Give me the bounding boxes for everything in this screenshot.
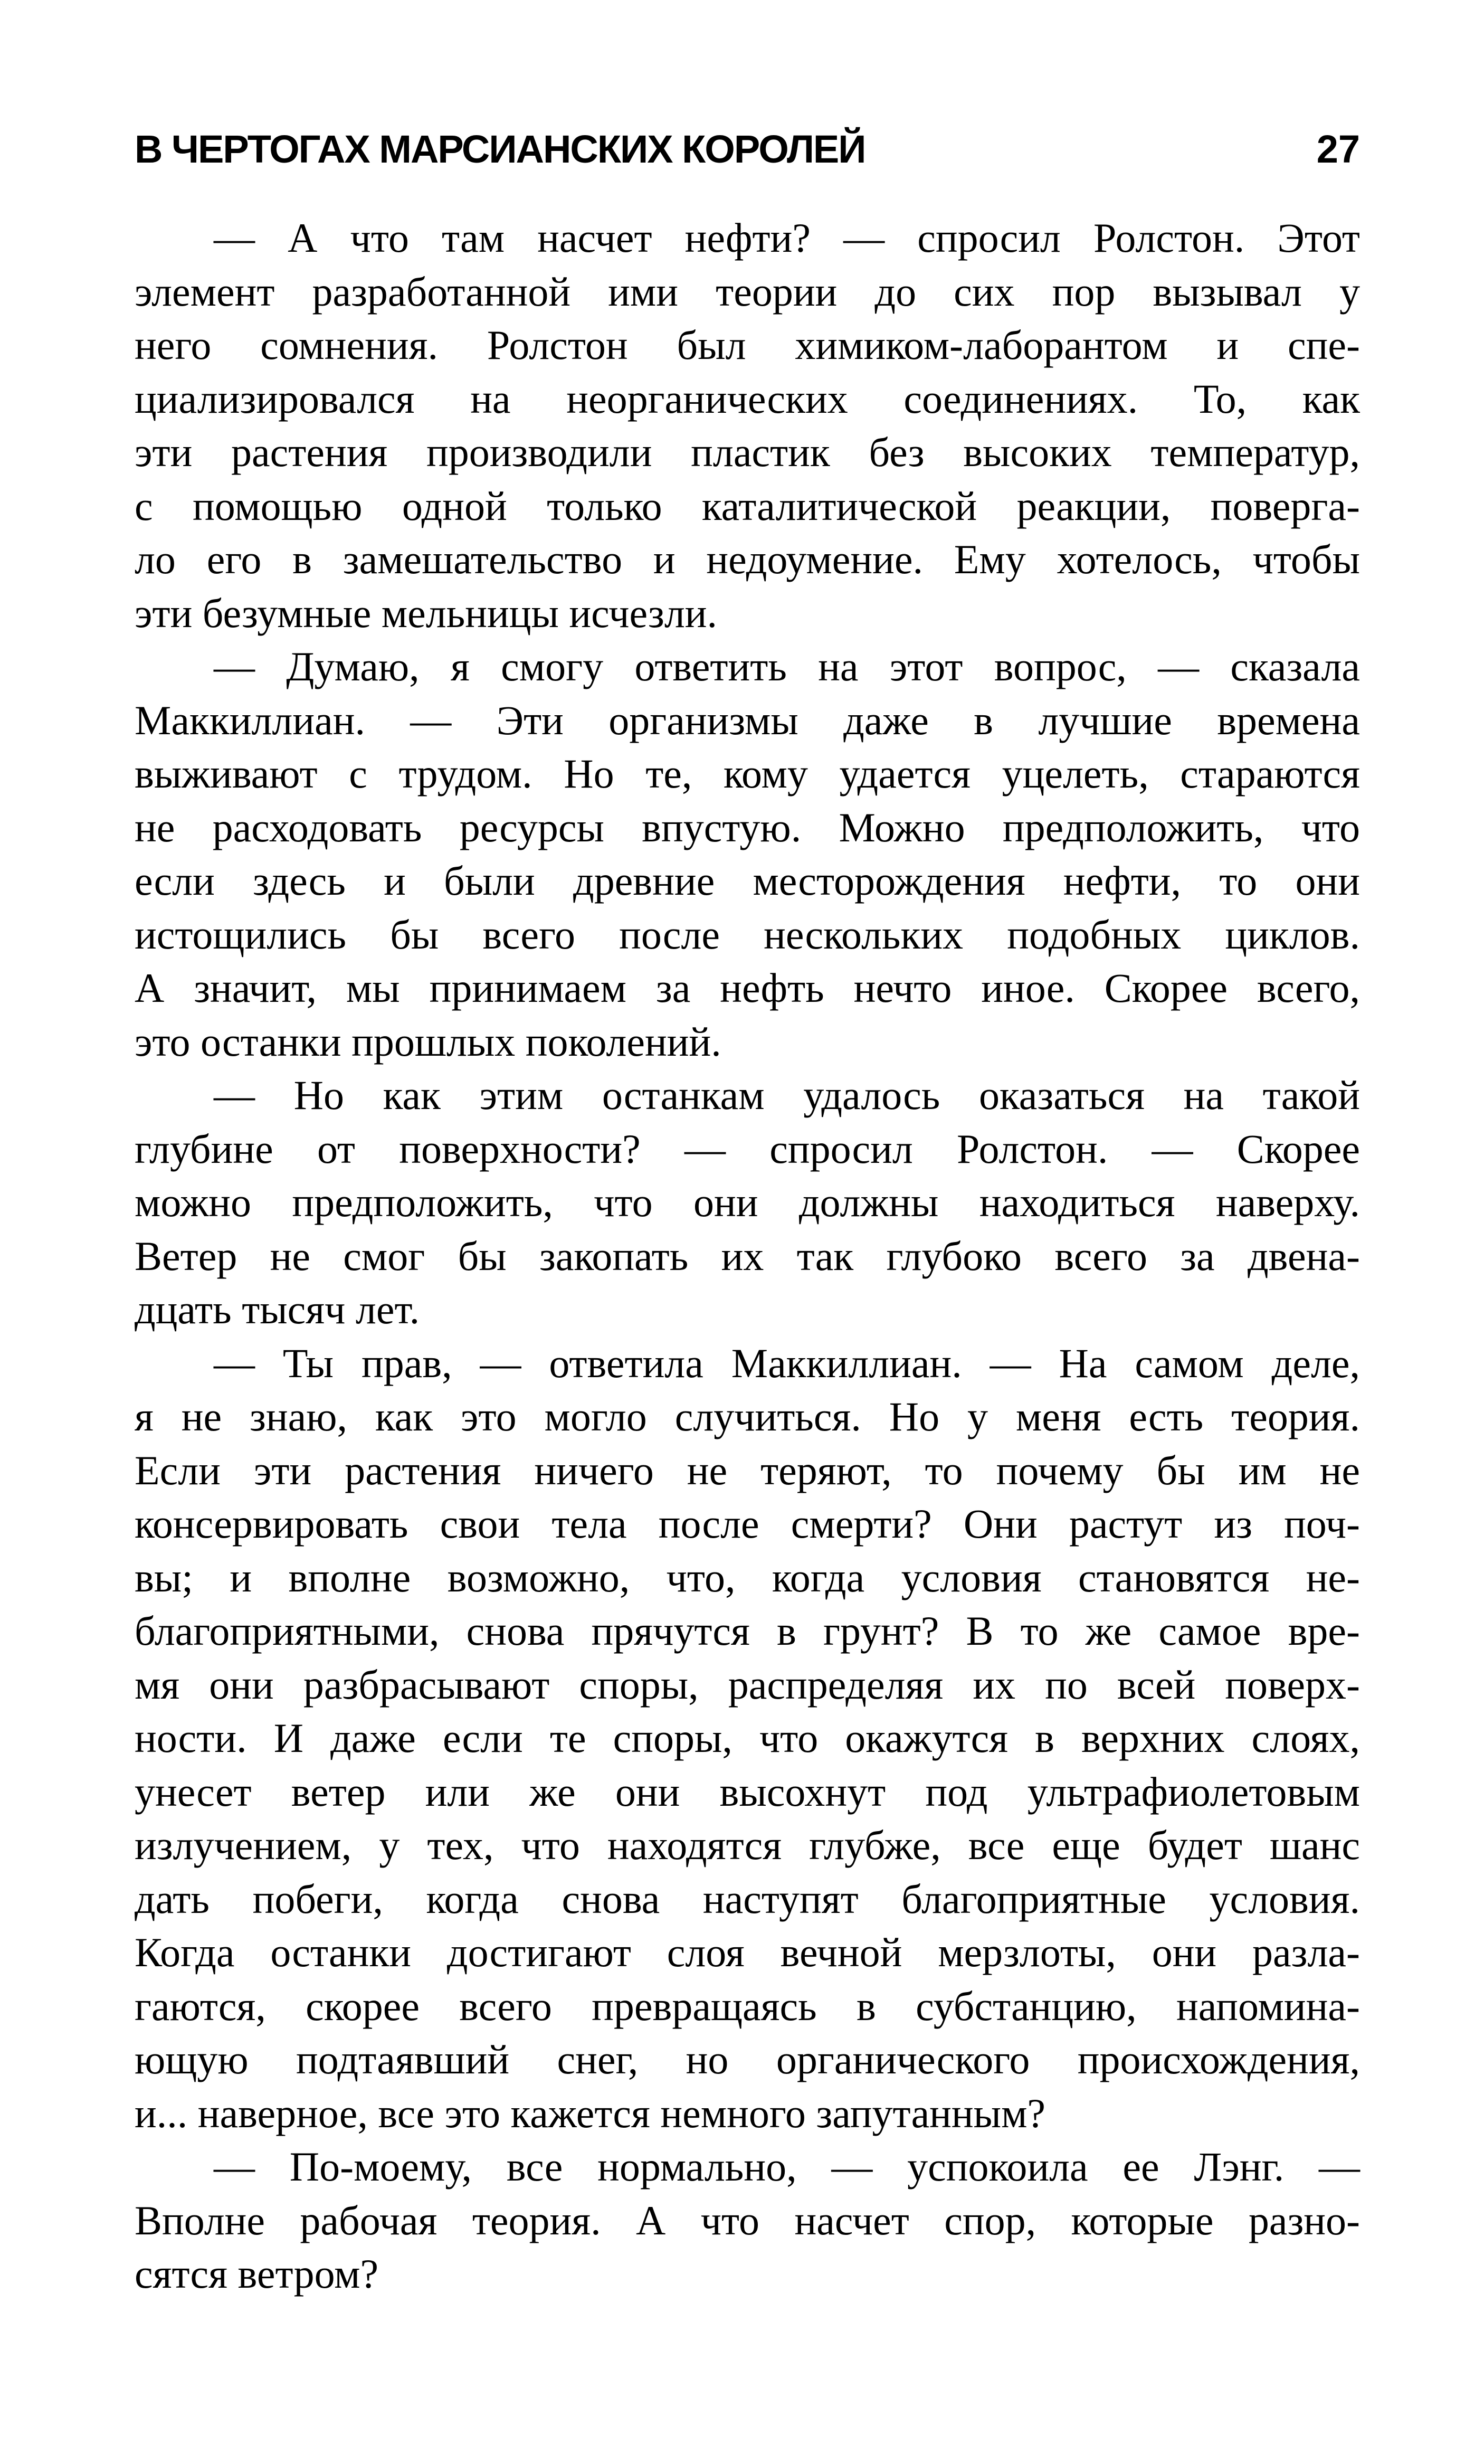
text-line: Ветер не смог бы закопать их так глубоко всего за двена- xyxy=(135,1233,1360,1279)
text-line: эти растения производили пластик без высоких температур, xyxy=(135,429,1360,475)
text-line: Когда останки достигают слоя вечной мерзлоты, они разла- xyxy=(135,1929,1360,1975)
text-line: него сомнения. Ролстон был химиком-лаборантом и спе- xyxy=(135,322,1360,368)
text-line: ющую подтаявший снег, но органического происхождения, xyxy=(135,2036,1360,2082)
running-title: В ЧЕРТОГАХ МАРСИАНСКИХ КОРОЛЕЙ xyxy=(135,127,865,171)
text-line: не расходовать ресурсы впустую. Можно предположить, что xyxy=(135,804,1360,850)
running-head xyxy=(135,120,1360,178)
text-line: глубине от поверхности? — спросил Ролстон. — Скорее xyxy=(135,1125,1360,1172)
text-line: консервировать свои тела после смерти? Они растут из поч- xyxy=(135,1501,1360,1547)
text-line: дцать тысяч лет. xyxy=(135,1286,420,1332)
text-line: выживают с трудом. Но те, кому удается уцелеть, стараются xyxy=(135,751,1360,797)
text-line: это останки прошлых поколений. xyxy=(135,1018,721,1065)
text-line: элемент разработанной ими теории до сих пор вызывал у xyxy=(135,268,1360,315)
text-line: ло его в замешательство и недоумение. Ему хотелось, чтобы xyxy=(135,536,1360,582)
text-line: вы; и вполне возможно, что, когда условия становятся не- xyxy=(135,1554,1360,1600)
text-line: Маккиллиан. — Эти организмы даже в лучшие времена xyxy=(135,697,1360,743)
text-line: унесет ветер или же они высохнут под ультрафиолетовым xyxy=(135,1768,1360,1815)
text-line: — Ты прав, — ответила Маккиллиан. — На самом деле, xyxy=(214,1340,1360,1386)
text-line: — Думаю, я смогу ответить на этот вопрос, — сказала xyxy=(214,643,1360,689)
text-line: циализировался на неорганических соединениях. То, как xyxy=(135,375,1360,422)
text-line: сятся ветром? xyxy=(135,2251,379,2297)
text-line: излучением, у тех, что находятся глубже, все еще будет шанс xyxy=(135,1822,1360,1868)
text-line: — А что там насчет нефти? — спросил Ролстон. Этот xyxy=(214,215,1360,261)
text-line: эти безумные мельницы исчезли. xyxy=(135,590,717,636)
text-line: благоприятными, снова прячутся в грунт? В то же самое вре- xyxy=(135,1608,1360,1654)
page-number: 27 xyxy=(1316,127,1360,171)
text-line: А значит, мы принимаем за нефть нечто иное. Скорее всего, xyxy=(135,965,1360,1011)
text-line: Вполне рабочая теория. А что насчет спор, которые разно- xyxy=(135,2197,1360,2243)
text-line: и... наверное, все это кажется немного запутанным? xyxy=(135,2090,1046,2136)
text-line: я не знаю, как это могло случиться. Но у меня есть теория. xyxy=(135,1394,1360,1439)
text-line: гаются, скорее всего превращаясь в субстанцию, напомина- xyxy=(135,1983,1360,2029)
text-line: можно предположить, что они должны находиться наверху. xyxy=(135,1179,1360,1225)
text-line: мя они разбрасывают споры, распределяя их по всей поверх- xyxy=(135,1661,1360,1708)
text-line: Если эти растения ничего не теряют, то почему бы им не xyxy=(135,1447,1360,1493)
body-text xyxy=(135,211,1360,2301)
text-line: с помощью одной только каталитической реакции, поверга- xyxy=(135,482,1360,529)
text-line: если здесь и были древние месторождения нефти, то они xyxy=(135,858,1360,904)
text-line: — По-моему, все нормально, — успокоила ее Лэнг. — xyxy=(214,2144,1360,2190)
text-line: — Но как этим останкам удалось оказаться на такой xyxy=(214,1072,1360,1118)
text-line: ности. И даже если те споры, что окажутся в верхних слоях, xyxy=(135,1715,1360,1761)
text-line: дать побеги, когда снова наступят благоприятные условия. xyxy=(135,1875,1360,1922)
text-line: истощились бы всего после нескольких подобных циклов. xyxy=(135,911,1360,958)
